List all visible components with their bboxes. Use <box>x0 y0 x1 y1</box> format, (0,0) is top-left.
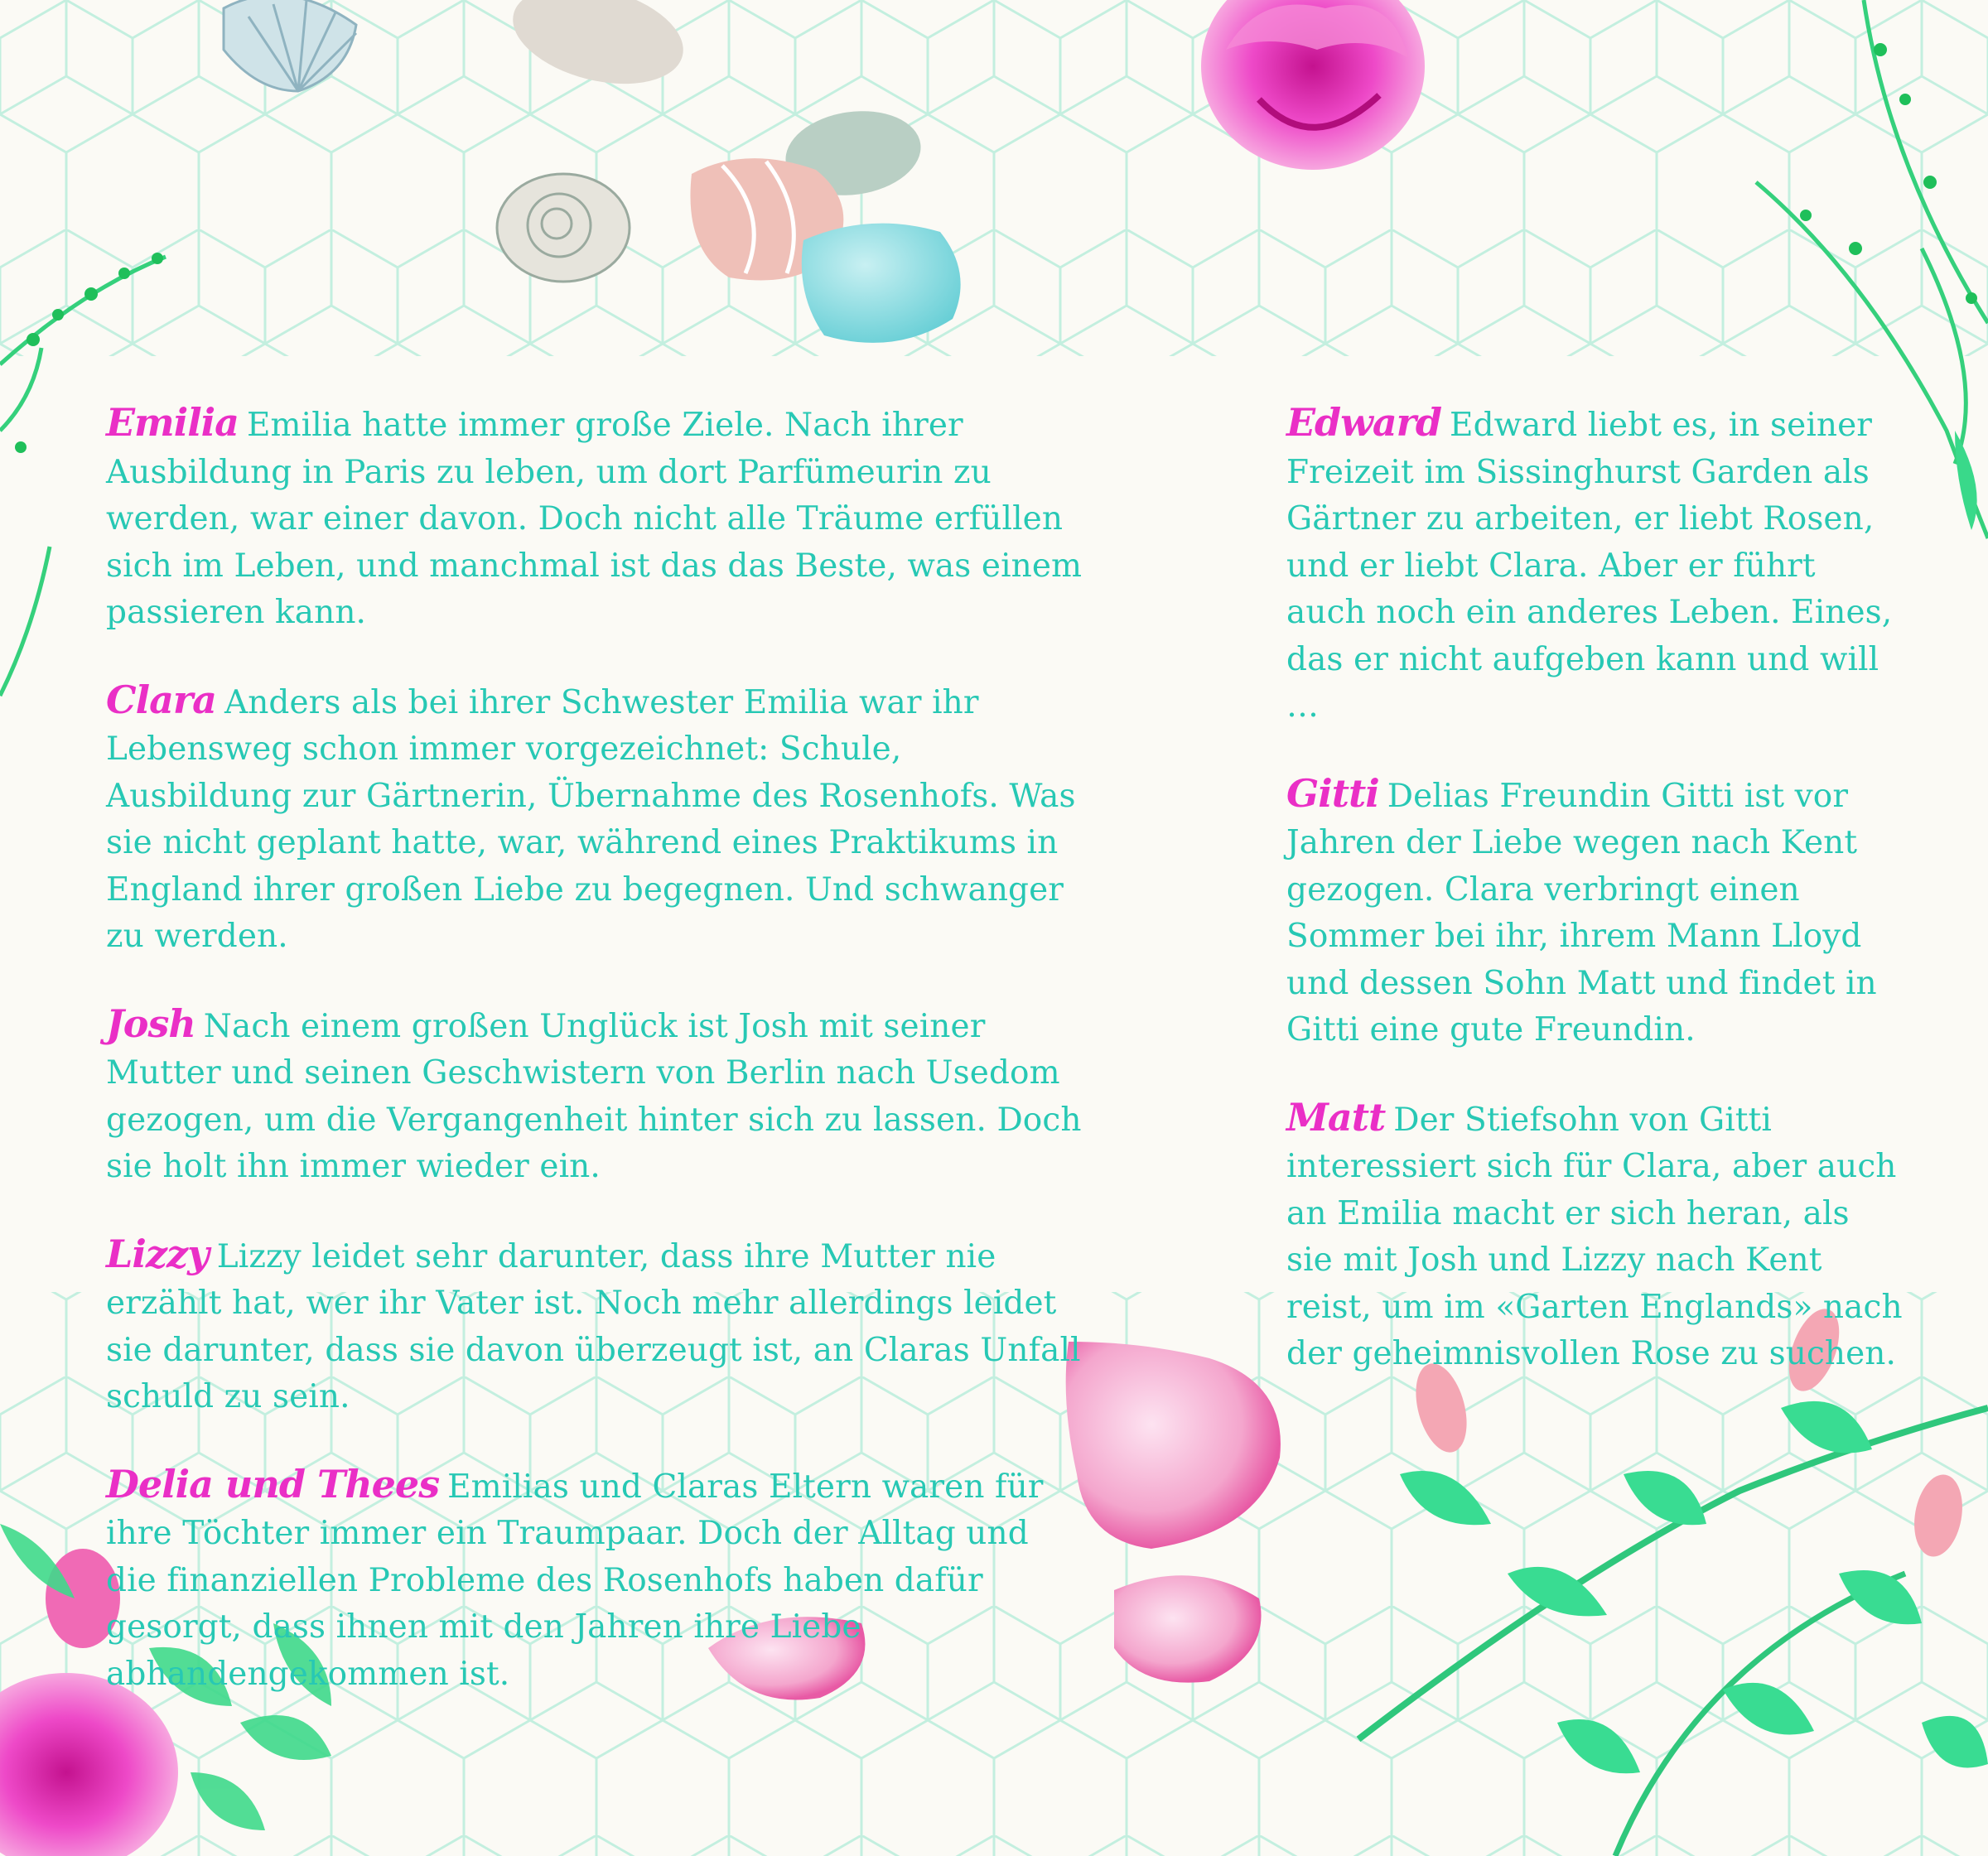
character-name: Josh <box>106 1000 195 1046</box>
character-description: Edward liebt es, in seiner Freizeit im Sissinghurst Garden als Gärtner zu arbeiten, er liebt Rosen, und er liebt Clara. Aber er führt auch noch ein anderes Leben. Eines, das er nicht aufgeben kann und will … <box>1286 407 1893 725</box>
character-name: Matt <box>1286 1094 1386 1140</box>
character-entry-clara <box>106 677 1083 961</box>
character-entry-matt <box>1286 1094 1904 1378</box>
character-entry-edward <box>1286 399 1904 730</box>
character-description: Anders als bei ihrer Schwester Emilia war ihr Lebensweg schon immer vorgezeichnet: Schule, Ausbildung zur Gärtnerin, Übernahme des Rosenhofs. Was sie nicht geplant hatte, war, während eines Praktikums in England ihrer großen Liebe zu begegnen. Und schwanger zu werden. <box>106 683 1076 955</box>
character-entry-emilia <box>106 399 1083 637</box>
character-name: Lizzy <box>106 1231 209 1276</box>
character-name: Clara <box>106 677 216 722</box>
left-column <box>106 399 1083 1738</box>
character-entry-lizzy <box>106 1231 1083 1421</box>
character-entry-josh <box>106 1000 1083 1191</box>
character-description: Emilia hatte immer große Ziele. Nach ihrer Ausbildung in Paris zu leben, um dort Parfümeurin zu werden, war einer davon. Doch nicht alle Träume erfüllen sich im Leben, und manchmal ist das das Beste, was einem passieren kann. <box>106 407 1083 631</box>
snail-shell-icon <box>497 174 630 282</box>
character-description: Lizzy leidet sehr darunter, dass ihre Mutter nie erzählt hat, wer ihr Vater ist. Noch mehr allerdings leidet sie darunter, dass sie davon überzeugt ist, an Claras Unfall schuld zu sein. <box>106 1237 1081 1415</box>
character-name: Delia und Thees <box>106 1461 440 1506</box>
character-entry-gitti <box>1286 770 1904 1054</box>
character-name: Edward <box>1286 400 1442 445</box>
character-description: Emilias und Claras Eltern waren für ihre Töchter immer ein Traumpaar. Doch der Alltag und die finanziellen Probleme des Rosenhofs haben dafür gesorgt, dass ihnen mit den Jahren ihre Liebe abhandengekommen ist. <box>106 1468 1044 1693</box>
character-name: Gitti <box>1286 770 1379 816</box>
character-name: Emilia <box>106 400 239 445</box>
character-description: Der Stiefsohn von Gitti interessiert sich für Clara, aber auch an Emilia macht er sich heran, als sie mit Josh und Lizzy nach Kent reist, um im «Garten Englands» nach der geheimnisvollen Rose zu suchen. <box>1286 1101 1903 1372</box>
right-column <box>1286 399 1904 1418</box>
character-description: Nach einem großen Unglück ist Josh mit seiner Mutter und seinen Geschwistern von Berlin nach Usedom gezogen, um die Vergangenheit hinter sich zu lassen. Doch sie holt ihn immer wieder ein. <box>106 1007 1082 1185</box>
character-entry-delia-und-thees <box>106 1461 1083 1699</box>
character-description: Delias Freundin Gitti ist vor Jahren der Liebe wegen nach Kent gezogen. Clara verbringt einen Sommer bei ihr, ihrem Mann Lloyd und dessen Sohn Matt und findet in Gitti eine gute Freundin. <box>1286 777 1877 1049</box>
